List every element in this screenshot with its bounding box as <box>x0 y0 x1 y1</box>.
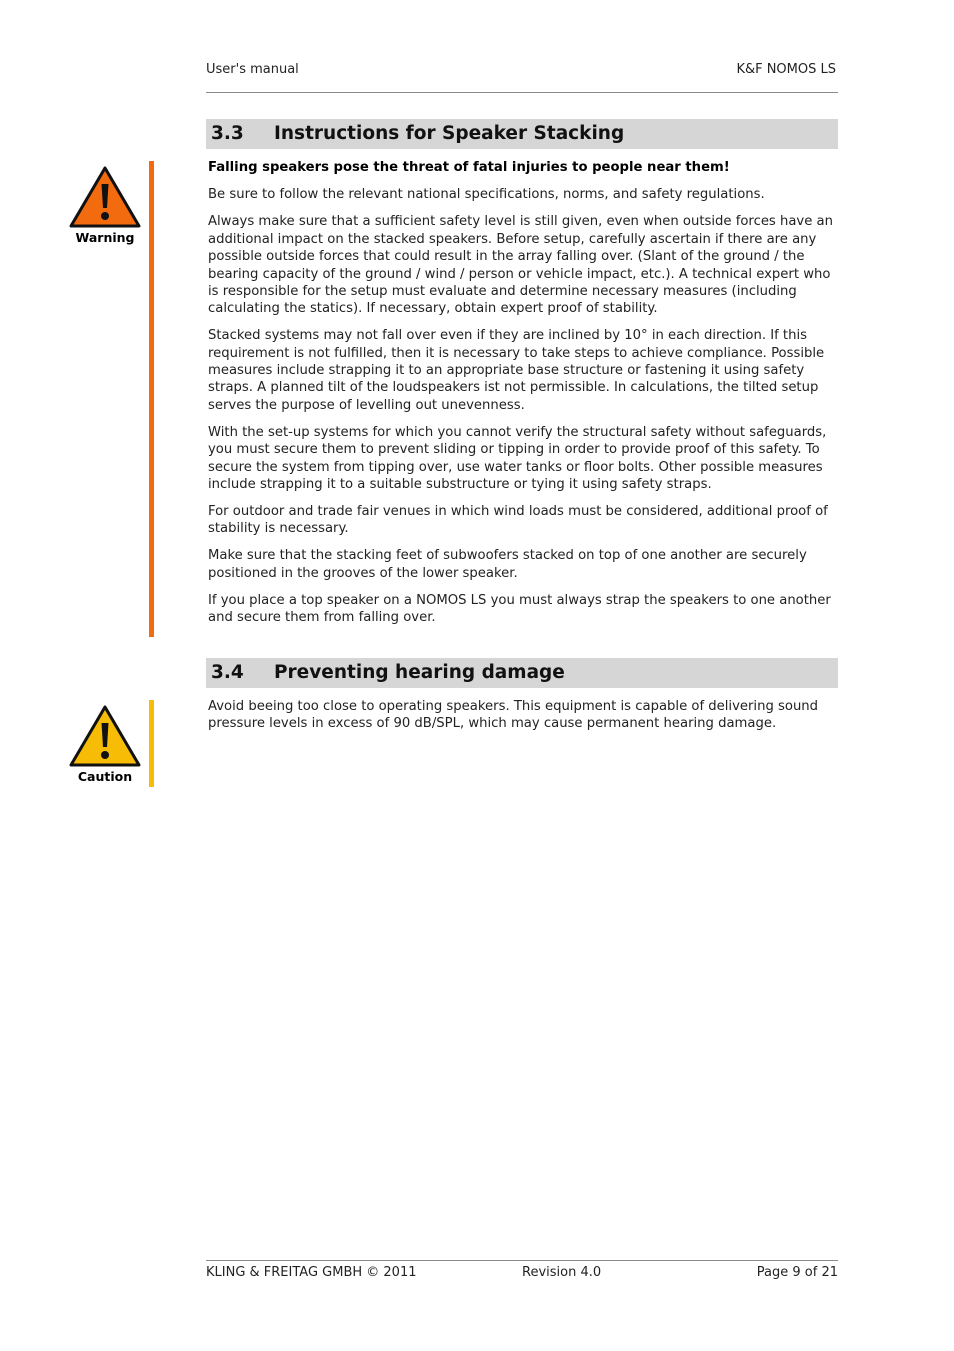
section-title: Instructions for Speaker Stacking <box>274 123 625 144</box>
warning-statement: Falling speakers pose the threat of fatal injuries to people near them! <box>208 160 730 175</box>
header-divider <box>206 92 838 93</box>
caution-label: Caution <box>77 769 133 784</box>
warning-triangle-icon <box>69 166 141 228</box>
section-heading-stacking <box>206 119 838 149</box>
warning-sign <box>69 166 141 245</box>
caution-sign <box>69 705 141 784</box>
paragraph: Always make sure that a sufficient safety level is still given, even when outside forces have an additional impact on the stacked speakers. Before setup, carefully ascertain if there are any possible outside forces that could result in the array falling over. (Slant of the ground / the bearing capacity of the ground / wind / person or vehicle impact, etc.). A technical expert who is responsible for the setup must evaluate and determine necessary measures (including calculating the statics). If necessary, obtain expert proof of stability. <box>208 214 833 317</box>
caution-margin-bar <box>149 700 154 787</box>
warning-label: Warning <box>75 230 135 245</box>
paragraph: Stacked systems may not fall over even if they are inclined by 10° in each direction. If this requirement is not fulfilled, then it is necessary to take steps to achieve compliance. Possible measures include strapping it to an appropriate base structure or fastening it using safety straps. A planned tilt of the loudspeakers ist not permissible. In calculations, the tilted setup serves the purpose of levelling out unevenness. <box>208 328 825 413</box>
section-heading-hearing <box>206 658 838 688</box>
paragraph: If you place a top speaker on a NOMOS LS you must always strap the speakers to one another and secure them from falling over. <box>208 592 831 625</box>
warning-margin-bar <box>149 161 154 637</box>
paragraph: Avoid beeing too close to operating speakers. This equipment is capable of delivering sound pressure levels in excess of 90 dB/SPL, which may cause permanent hearing damage. <box>208 699 819 732</box>
hearing-body <box>208 698 839 742</box>
header-product: K&F NOMOS LS <box>736 62 836 77</box>
caution-triangle-icon <box>69 705 141 767</box>
section-number: 3.4 <box>211 662 244 683</box>
paragraph: Be sure to follow the relevant national specifications, norms, and safety regulations. <box>208 187 765 203</box>
footer-page-number: Page 9 of 21 <box>756 1265 838 1280</box>
paragraph: With the set-up systems for which you cannot verify the structural safety without safeguards, you must secure them to prevent sliding or tipping in order to provide proof of this safety. To secure the system from tipping over, use water tanks or floor bolts. Other possible measures include strapping it to a suitable substructure or tying it using safety straps. <box>208 424 827 492</box>
header-doc-type: User's manual <box>206 62 299 77</box>
paragraph: For outdoor and trade fair venues in which wind loads must be considered, additional proof of stability is necessary. <box>208 503 828 537</box>
section-number: 3.3 <box>211 123 244 144</box>
footer-company: KLING & FREITAG GMBH © 2011 <box>206 1265 417 1280</box>
stacking-body <box>208 159 839 636</box>
footer-revision: Revision 4.0 <box>522 1265 602 1280</box>
paragraph: Make sure that the stacking feet of subwoofers stacked on top of one another are securely positioned in the grooves of the lower speaker. <box>208 548 807 581</box>
section-title: Preventing hearing damage <box>274 662 565 683</box>
footer-divider <box>206 1260 838 1261</box>
